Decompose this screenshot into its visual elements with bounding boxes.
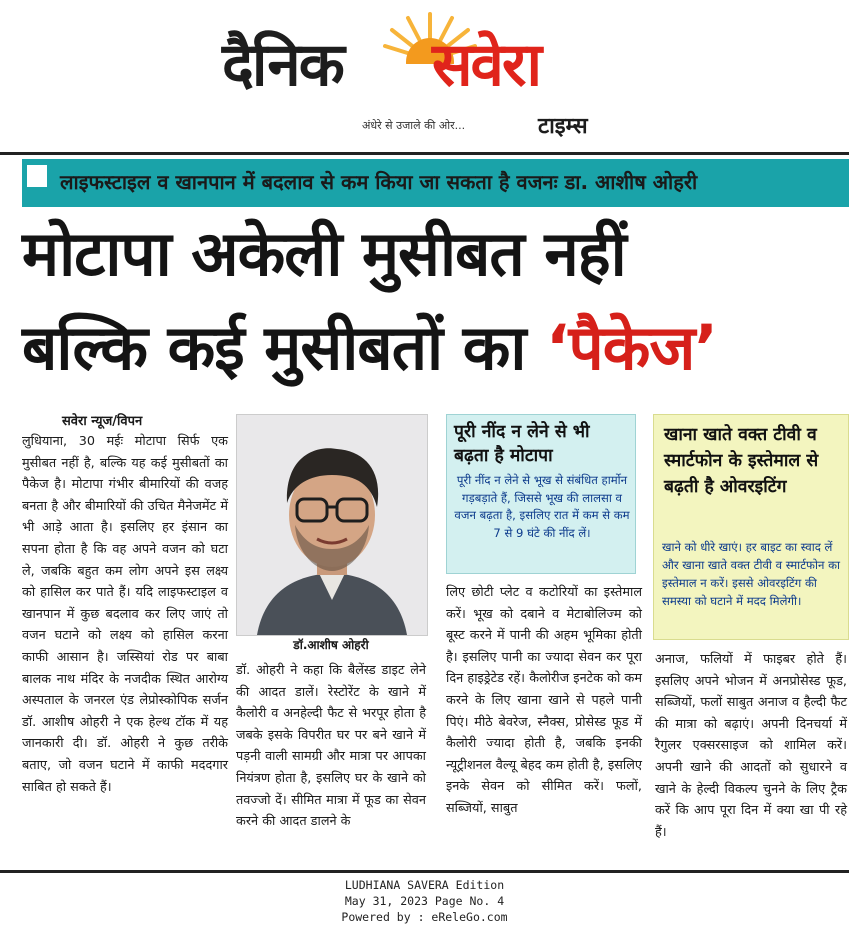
photo-caption: डॉ.आशीष ओहरी bbox=[293, 638, 369, 652]
logo-text-savera: सवेरा bbox=[432, 30, 540, 100]
headline-line-2 bbox=[22, 308, 717, 388]
footer-date-page: May 31, 2023 Page No. 4 bbox=[344, 894, 505, 908]
footer bbox=[0, 877, 849, 925]
portrait-illustration bbox=[237, 415, 427, 635]
subheading: लाइफस्टाइल व खानपान में बदलाव से कम किया जा सकता है वजनः डा. आशीष ओहरी bbox=[60, 170, 698, 194]
banner-marker bbox=[27, 165, 47, 187]
article-column-3 bbox=[446, 582, 642, 820]
article-column-2 bbox=[236, 660, 426, 833]
doctor-photo bbox=[236, 414, 428, 636]
logo-text-dainik: दैनिक bbox=[222, 30, 343, 100]
footer-powered-by: Powered by : eReleGo.com bbox=[341, 910, 508, 924]
sleep-box-text: पूरी नींद न लेने से भूख से संबंधित हार्मोन गड़बड़ाते हैं, जिससे भूख की लालसा व वजन बढ़ता है, इसलिए रात में कम से कम 7 से 9 घंटे की नींद लें। bbox=[454, 473, 630, 540]
column-3-text: लिए छोटी प्लेट व कटोरियों का इस्तेमाल करें। भूख को दबाने व मेटाबोलिज्म को बूस्ट करने में पानी की अहम भूमिका होती है। इसलिए पानी का ज्यादा सेवन कर पूरा दिन हाइड्रेटेड रहें। कैलोरीज इनटेक को कम करने के लिए खाना खाने से पहले पानी पिएं। मीठे बेवरेज, स्नैक्स, प्रोसेस्ड फूड में कैलोरी ज्यादा होती है, जबकि इनकी न्यूट्रीशनल वैल्यू बेहद कम होती है, इसलिए इनके सेवन को सीमित करें। फलों, सब्जियों, साबुत bbox=[446, 585, 642, 816]
divider bbox=[0, 870, 849, 873]
column-1-text: लुधियाना, 30 मईः मोटापा सिर्फ एक मुसीबत नहीं है, बल्कि यह कई मुसीबतों का पैकेज है। मोटापा गंभीर बीमारियों की वजह बनता है और बीमारियों की उचित मैनेजमेंट में भी आड़े आता है। इसलिए हर इंसान का सपना होता है कि वह अपने वजन को घटा ले, जबकि बहुत कम लोग अपने इस लक्ष्य को हासिल कर पाते हैं। यदि लाइफस्टाइल व खानपान में कुछ बदलाव कर लिए जाएं तो वजन घटाने को लक्ष्य को हासिल करना काफी आसान है। जस्सियां रोड पर बाबा बालक नाथ मंदिर के नजदीक स्थित आरोग्य अस्पताल के जनरल एंड लेप्रोस्कोपिक सर्जन डॉ. आशीष ओहरी ने एक हेल्थ टॉक में यह जानकारी दी। डॉ. ओहरी ने कुछ तरीके बताए, जो वजन घटाने में काफी मददगार साबित हो सकते हैं। bbox=[22, 434, 228, 795]
column-4-text: अनाज, फलियों में फाइबर होते हैं। इसलिए अपने भोजन में अनप्रोसेस्ड फूड, सब्जियों, फलों साबुत अनाज व हैल्दी फैट की मात्रा को बढ़ाएं। अपनी दिनचर्या में रैगुलर एक्सरसाइज को शामिल करें। अपनी खाने की आदतों को सुधारने व खाने के हेल्दी विकल्प चुनने के लिए ट्रैक करें कि आप पूरा दिन में क्या खा पी रहे हैं। bbox=[655, 652, 847, 840]
article-column-4 bbox=[655, 649, 847, 843]
logo-subtitle: टाइम्स bbox=[538, 114, 588, 139]
sleep-box-title: पूरी नींद न लेने से भी बढ़ता है मोटापा bbox=[454, 422, 590, 466]
article-column-1 bbox=[22, 431, 228, 798]
byline: सवेरा न्यूज/विपन bbox=[62, 414, 143, 429]
footer-edition: LUDHIANA SAVERA Edition bbox=[344, 878, 505, 892]
headline-highlight: ‘पैकेज’ bbox=[545, 311, 717, 384]
divider bbox=[0, 152, 849, 155]
tv-box-text: खाने को धीरे खाएं। हर बाइट का स्वाद लें और खाना खाते वक्त टीवी व स्मार्टफोन का इस्तेमाल न करें। इससे ओवरइटिंग की समस्या को घटाने में मदद मिलेगी। bbox=[662, 540, 841, 608]
column-2-text: डॉ. ओहरी ने कहा कि बैलेंस्ड डाइट लेने की आदत डालें। रेस्टोरेंट के खाने में कैलोरी व अनहेल्दी फैट से भरपूर होता है जबके इसके विपरीत घर पर बने खाने में पड़नी वाली सामग्री और मात्रा पर आपका नियंत्रण होता है, इसलिए घर के खाने को तवज्जो दें। सीमित मात्रा में फूड का सेवन करने की आदत डालने के bbox=[236, 663, 426, 830]
headline-line-1: मोटापा अकेली मुसीबत नहीं bbox=[22, 217, 626, 290]
tagline: अंधेरे से उजाले की ओर... bbox=[362, 119, 466, 132]
headline-line-2-main: बल्कि कई मुसीबतों का bbox=[22, 311, 546, 384]
tv-box-title: खाना खाते वक्त टीवी व स्मार्टफोन के इस्तेमाल से बढ़ती है ओवरइटिंग bbox=[664, 425, 819, 497]
